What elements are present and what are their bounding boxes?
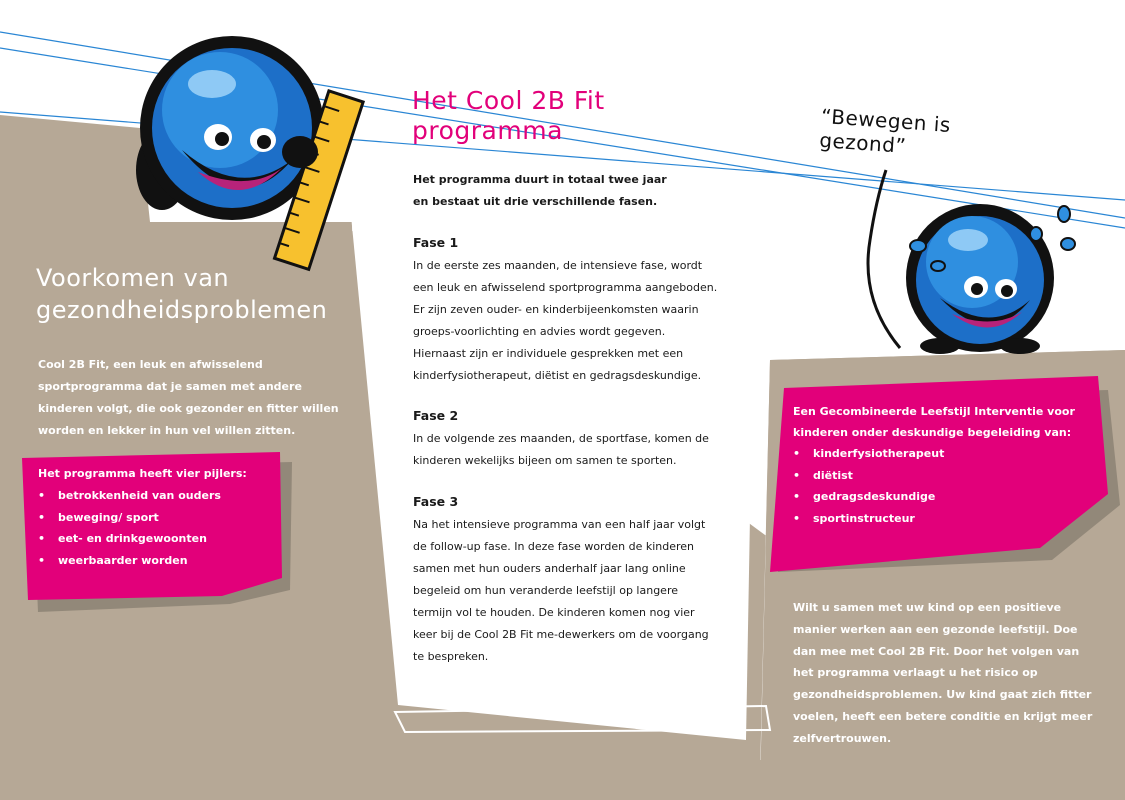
middle-title [412, 86, 672, 146]
list-item: • kinderfysiotherapeut [793, 443, 1053, 465]
list-item: • betrokkenheid van ouders [38, 485, 278, 507]
phase-2-heading: Fase 2 [413, 408, 459, 423]
list-item: • sportinstructeur [793, 508, 1053, 530]
call-to-action-text: Wilt u samen met uw kind op een positieve manier werken aan een gezonde leefstijl. Doe dan mee met Cool 2B Fit. Door het volgen van het programma verlaagt u het risico op gezondheidsproblemen. Uw kind gaat zich fitter voelen, heeft een betere conditie en krijgt meer zelfvertrouwen. [793, 601, 1093, 745]
left-title-line-2: gezondheidsproblemen [36, 296, 328, 324]
left-title-line-1: Voorkomen van [36, 264, 230, 292]
phase-1-heading: Fase 1 [413, 235, 459, 250]
list-item: • diëtist [793, 465, 1053, 487]
phase-1-text: In de eerste zes maanden, de intensieve fase, wordt een leuk en afwisselend sportprogramma aangeboden. Er zijn zeven ouder- en kinderbijeenkomsten waarin groeps-voorlichting en advies wordt gegeven. Hiernaast zijn er individuele gesprekken met een kinderfysiotherapeut, diëtist en gedragsdeskundige. [413, 259, 718, 382]
list-item: • eet- en drinkgewoonten [38, 528, 278, 550]
phase-3-heading: Fase 3 [413, 494, 459, 509]
phase-2-text: In de volgende zes maanden, de sportfase, komen de kinderen wekelijks bijeen om samen te sporten. [413, 432, 709, 467]
middle-title-line-1: Het Cool 2B Fit [412, 86, 605, 115]
middle-intro: Het programma duurt in totaal twee jaar en bestaat uit drie verschillende fasen. [413, 173, 667, 208]
quote: “Bewegen is gezond” [818, 104, 952, 158]
experts-list [793, 443, 1053, 529]
left-intro-text: Cool 2B Fit, een leuk en afwisselend sportprogramma dat je samen met andere kinderen volgt, die ook gezonder en fitter willen worden en lekker in hun vel willen zitten. [38, 358, 339, 437]
bottom-strip [0, 760, 1125, 800]
middle-title-line-2: programma [412, 116, 563, 145]
mascot-ball-sweating-icon [868, 170, 1075, 354]
pillars-list [38, 485, 278, 571]
experts-title: Een Gecombineerde Leefstijl Interventie voor kinderen onder deskundige begeleiding van: [793, 405, 1075, 439]
left-title [36, 262, 336, 326]
phase-3-text: Na het intensieve programma van een half jaar volgt de follow-up fase. In deze fase worden de kinderen samen met hun ouders anderhalf jaar lang online begeleid om hun veranderde leefstijl op langere termijn vol te houden. De kinderen komen nog vier keer bij de Cool 2B Fit me-dewerkers om de voorgang te bespreken. [413, 518, 709, 663]
list-item: • beweging/ sport [38, 507, 278, 529]
list-item: • weerbaarder worden [38, 550, 278, 572]
pillars-title: Het programma heeft vier pijlers: [38, 467, 247, 480]
list-item: • gedragsdeskundige [793, 486, 1053, 508]
